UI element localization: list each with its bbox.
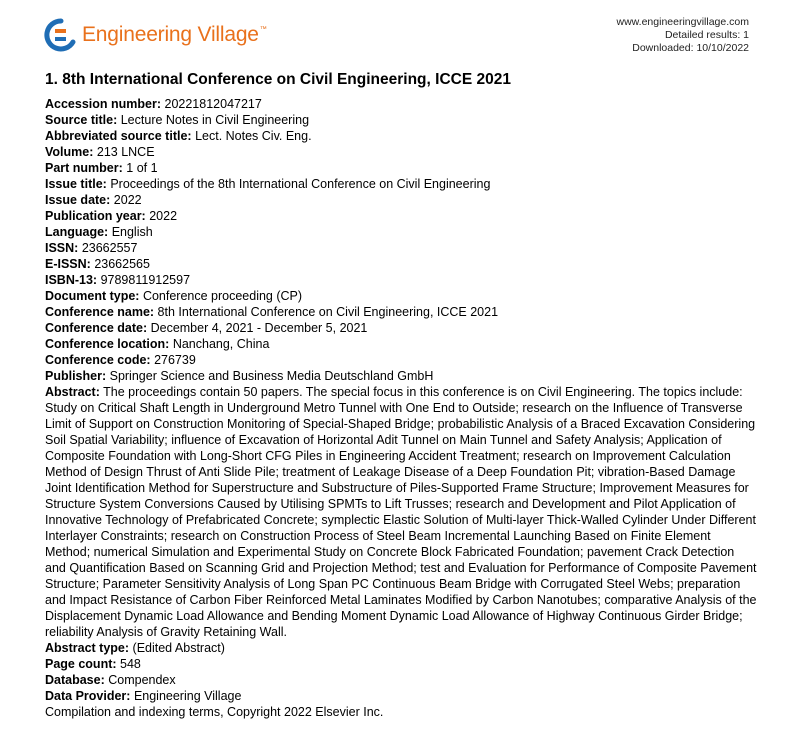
field-conference-location [45,336,757,352]
field-label: Database: [45,673,105,687]
field-publisher [45,368,757,384]
engineering-village-logo [44,18,267,52]
download-date: Downloaded: 10/10/2022 [632,42,749,54]
field-value: 23662565 [94,257,150,271]
field-label: Document type: [45,289,140,303]
field-value: 213 LNCE [96,145,155,159]
field-abbreviated-source-title [45,128,757,144]
field-label: Abbreviated source title: [45,129,192,143]
field-label: Conference name: [45,305,155,319]
field-language [45,224,757,240]
field-value: Conference proceeding (CP) [142,289,303,303]
engineering-village-logo-icon [44,18,78,52]
field-conference-code [45,352,757,368]
field-value: Lect. Notes Civ. Eng. [195,129,312,143]
field-issue-date [45,192,757,208]
field-label: Issue date: [45,193,111,207]
field-label: Volume: [45,145,94,159]
field-value: Springer Science and Business Media Deutschland GmbH [109,369,434,383]
field-label: Language: [45,225,109,239]
field-value: Engineering Village [133,689,242,703]
field-source-title [45,112,757,128]
field-conference-name [45,304,757,320]
field-page-count [45,656,757,672]
detailed-results-count: Detailed results: 1 [664,29,749,41]
field-value: 9789811912597 [100,273,191,287]
field-database [45,672,757,688]
download-meta [617,16,750,55]
field-eissn [45,256,757,272]
field-value: Lecture Notes in Civil Engineering [120,113,310,127]
field-label: E-ISSN: [45,257,91,271]
field-value: 20221812047217 [164,97,262,111]
site-url: www.engineeringvillage.com [616,16,749,28]
brand-name: Engineering Village [82,23,259,46]
field-label: Publication year: [45,209,146,223]
field-isbn13 [45,272,757,288]
field-value: Compendex [108,673,176,687]
field-label: Conference code: [45,353,151,367]
field-value: (Edited Abstract) [132,641,225,655]
field-label: Data Provider: [45,689,131,703]
record-details [45,96,757,720]
field-label: Issue title: [45,177,107,191]
field-issn [45,240,757,256]
field-label: Source title: [45,113,118,127]
copyright-notice: Compilation and indexing terms, Copyright 2022 Elsevier Inc. [45,705,384,719]
field-value: 548 [120,657,141,671]
field-label: Publisher: [45,369,107,383]
field-value: Nanchang, China [172,337,270,351]
abstract-text: The proceedings contain 50 papers. The special focus in this conference is on Civil Engineering. The topics include: Study on Critical Shaft Length in Underground Metro Tunnel with One End to Outside; research on the Influence of Transverse Limit of Support on Construction Monitoring of Special-Shaped Bridge; probabilistic Analysis of a Braced Excavation Considering Soil Spatial Variability; influence of Excavation of Horizontal Adit Tunnel on Main Tunnel and Safety Analysis; Application of Composite Foundation with Long-Short CFG Piles in Engineering Accident Treatment; research on Improvement Calculation Method of Design Thrust of Anti Slide Pile; treatment of Leakage Disease of a Deep Foundation Pit; vibration-Based Damage Joint Identification Method for Superstructure and Substructure of Piles-Supported Frame Structure; Improvement Measures for Structure System Conversions Caused by Utilising SPMTs to Lift Trusses; research and Development and Pilot Application of Innovative Technology of Prefabricated Concrete; symplectic Elastic Solution of Multi-layer Thick-Walled Cylinder Under Different Interlayer Constraints; research on Construction Process of Steel Beam Incremental Launching Based on Finite Element Method; numerical Simulation and Experimental Study on Concrete Block Fabricated Foundation; pavement Crack Detection and Quantification Based on Scanning Grid and Projection Method; test and Evaluation for Performance of Composite Pavement Structure; Parameter Sensitivity Analysis of Long Span PC Continuous Beam Bridge with Corrugated Steel Webs; preparation and Impact Resistance of Carbon Fiber Reinforced Metal Laminates Modified by Carbon Nanotubes; comparative Analysis of the Displacement Dynamic Load Allowance and Bending Moment Dynamic Load Allowance of Highway Continuous Girder Bridge; reliability Analysis of Gravity Retaining Wall. [45,385,757,639]
page-header [44,16,749,56]
trademark-symbol: ™ [259,25,267,33]
record-title: 1. 8th International Conference on Civil Engineering, ICCE 2021 [45,71,511,88]
field-issue-title [45,176,757,192]
field-label: Abstract type: [45,641,130,655]
field-label: Accession number: [45,97,162,111]
field-part-number [45,160,757,176]
field-value: 2022 [149,209,178,223]
field-label: ISSN: [45,241,79,255]
field-label: Conference location: [45,337,170,351]
field-value: English [111,225,153,239]
field-label: Page count: [45,657,117,671]
field-label: Conference date: [45,321,148,335]
field-abstract-type [45,640,757,656]
field-value: 8th International Conference on Civil Engineering, ICCE 2021 [157,305,499,319]
field-accession-number [45,96,757,112]
field-document-type [45,288,757,304]
field-value: December 4, 2021 - December 5, 2021 [150,321,368,335]
field-value: 23662557 [81,241,138,255]
field-publication-year [45,208,757,224]
field-label: Part number: [45,161,123,175]
field-value: 276739 [154,353,196,367]
field-value: 1 of 1 [126,161,158,175]
field-data-provider [45,688,757,704]
field-label: ISBN-13: [45,273,98,287]
field-abstract [45,384,757,640]
field-label: Abstract: [45,385,100,399]
field-volume [45,144,757,160]
field-value: 2022 [113,193,142,207]
field-conference-date [45,320,757,336]
field-value: Proceedings of the 8th International Conference on Civil Engineering [110,177,491,191]
